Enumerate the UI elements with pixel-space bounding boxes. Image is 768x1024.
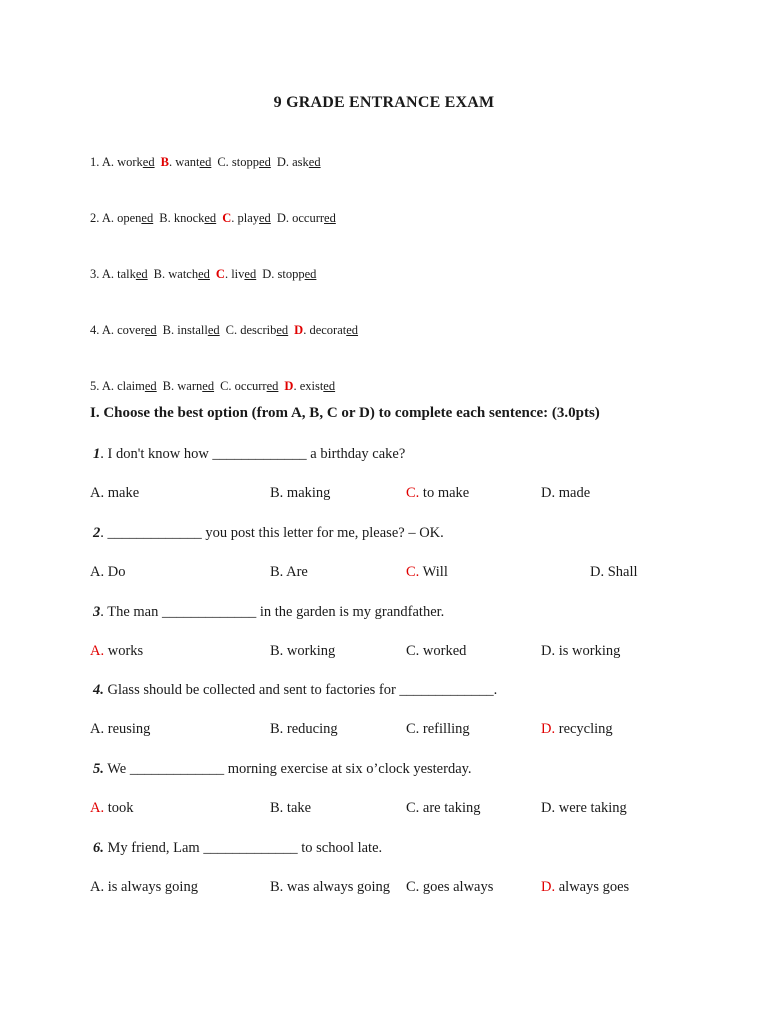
word-ending: ed xyxy=(199,155,212,169)
word-ending: ed xyxy=(259,155,271,169)
option-dot: . xyxy=(233,323,241,337)
option-letter: C xyxy=(222,211,232,225)
answer-letter: C. xyxy=(406,800,420,816)
option xyxy=(102,267,148,281)
option-letter: A xyxy=(101,379,111,393)
answer-text: make xyxy=(104,485,140,501)
answer-text: Will xyxy=(419,564,448,580)
answer-letter: A. xyxy=(90,879,105,895)
answer-text: reducing xyxy=(283,721,338,737)
word-stem: play xyxy=(237,211,259,225)
answer-letter: B. xyxy=(270,643,284,659)
question-number: 6. xyxy=(93,840,104,856)
word-ending: ed xyxy=(324,211,336,225)
option-dot: . xyxy=(110,267,118,281)
option-dot: . xyxy=(162,267,169,281)
option xyxy=(284,379,335,393)
answer-letter: C. xyxy=(406,643,420,659)
answer-text: reusing xyxy=(104,721,151,737)
option-dot: . xyxy=(303,323,310,337)
answer-option xyxy=(406,879,493,896)
answer-letter: C. xyxy=(406,879,420,895)
pronunciation-item xyxy=(90,267,322,282)
question-text: Glass should be collected and sent to factories for _____________. xyxy=(103,682,498,698)
answer-option xyxy=(541,721,613,738)
option-dot: . xyxy=(224,267,232,281)
option xyxy=(277,211,336,225)
answer-letter: C. xyxy=(406,564,420,580)
answer-text: was always going xyxy=(283,879,391,895)
answer-option xyxy=(90,721,150,738)
answer-option xyxy=(270,800,311,817)
option-letter: C xyxy=(215,267,225,281)
pronunciation-item xyxy=(90,379,341,394)
option xyxy=(163,323,220,337)
option xyxy=(216,267,256,281)
section-heading: I. Choose the best option (from A, B, C or D) to complete each sentence: (3.0pts) xyxy=(90,405,600,421)
answer-option xyxy=(406,643,466,660)
word-stem: cover xyxy=(117,323,145,337)
item-number: 4. xyxy=(90,323,102,337)
word-stem: work xyxy=(117,155,143,169)
option-letter: B xyxy=(162,379,172,393)
answer-letter: C. xyxy=(406,721,420,737)
answer-text: worked xyxy=(419,643,467,659)
answer-letter: A. xyxy=(90,800,105,816)
answer-text: made xyxy=(555,485,591,501)
pronunciation-item xyxy=(90,323,364,338)
answer-text: take xyxy=(283,800,312,816)
answer-option xyxy=(270,643,335,660)
option-dot: . xyxy=(285,155,293,169)
answer-letter: B. xyxy=(270,485,284,501)
word-stem: stopp xyxy=(277,267,305,281)
option-dot: . xyxy=(171,379,178,393)
word-ending: ed xyxy=(207,323,220,337)
option-dot: . xyxy=(171,323,178,337)
option-letter: D xyxy=(284,379,294,393)
answer-letter: C. xyxy=(406,485,420,501)
question-stem xyxy=(93,446,405,463)
answer-letter: D. xyxy=(590,564,605,580)
word-ending: ed xyxy=(308,155,321,169)
word-ending: ed xyxy=(204,211,217,225)
option xyxy=(102,155,155,169)
answer-letter: D. xyxy=(541,485,556,501)
answer-letter: B. xyxy=(270,721,284,737)
question-stem xyxy=(93,525,444,542)
answer-letter: B. xyxy=(270,879,284,895)
answer-option xyxy=(90,564,125,581)
pronunciation-item xyxy=(90,211,342,226)
answer-text: to make xyxy=(419,485,470,501)
answer-option xyxy=(270,879,390,896)
option-dot: . xyxy=(293,379,300,393)
question-stem xyxy=(93,682,497,699)
word-ending: ed xyxy=(141,211,154,225)
word-stem: open xyxy=(117,211,142,225)
option-letter: B xyxy=(160,155,169,169)
option-letter: B xyxy=(159,211,168,225)
word-ending: ed xyxy=(135,267,148,281)
word-stem: want xyxy=(175,155,200,169)
item-number: 5. xyxy=(90,379,102,393)
option xyxy=(154,267,210,281)
word-ending: ed xyxy=(198,267,210,281)
answer-text: Are xyxy=(283,564,308,580)
option-dot: . xyxy=(110,323,118,337)
option-dot: . xyxy=(285,211,293,225)
answer-option xyxy=(406,800,481,817)
answer-option xyxy=(406,485,469,502)
word-ending: ed xyxy=(346,323,359,337)
answer-option xyxy=(541,643,620,660)
word-ending: ed xyxy=(144,379,157,393)
option-letter: D xyxy=(276,211,286,225)
option-dot: . xyxy=(167,211,174,225)
option xyxy=(161,155,212,169)
word-stem: watch xyxy=(168,267,199,281)
option-dot: . xyxy=(231,211,238,225)
answer-option xyxy=(90,485,139,502)
question-number: 2 xyxy=(93,525,101,541)
word-stem: occurr xyxy=(292,211,325,225)
word-ending: ed xyxy=(276,323,289,337)
page-title: 9 GRADE ENTRANCE EXAM xyxy=(273,94,495,111)
answer-text: always goes xyxy=(555,879,630,895)
option xyxy=(294,323,358,337)
option-letter: A xyxy=(101,267,111,281)
word-ending: ed xyxy=(266,379,279,393)
option-letter: C xyxy=(220,379,229,393)
question-text: . I don't know how _____________ a birthday cake? xyxy=(100,446,406,462)
word-stem: liv xyxy=(231,267,245,281)
option-dot: . xyxy=(225,155,232,169)
option-letter: B xyxy=(162,323,172,337)
answer-option xyxy=(406,721,470,738)
answer-letter: D. xyxy=(541,879,556,895)
answer-letter: D. xyxy=(541,643,556,659)
answer-letter: A. xyxy=(90,721,105,737)
word-ending: ed xyxy=(259,211,271,225)
option xyxy=(220,379,278,393)
answer-text: took xyxy=(104,800,134,816)
item-number: 1. xyxy=(90,155,102,169)
answer-text: are taking xyxy=(419,800,481,816)
option xyxy=(222,211,271,225)
answer-text: is always going xyxy=(104,879,198,895)
word-ending: ed xyxy=(142,155,155,169)
answer-text: Shall xyxy=(604,564,638,580)
option-dot: . xyxy=(228,379,235,393)
word-ending: ed xyxy=(144,323,157,337)
answer-option xyxy=(270,564,308,581)
word-ending: ed xyxy=(304,267,317,281)
answer-text: working xyxy=(283,643,336,659)
answer-text: is working xyxy=(555,643,621,659)
answer-letter: A. xyxy=(90,564,105,580)
word-stem: decorat xyxy=(309,323,347,337)
word-stem: warn xyxy=(177,379,203,393)
answer-option xyxy=(541,879,629,896)
question-text: We _____________ morning exercise at six o’clock yesterday. xyxy=(103,761,472,777)
answer-letter: B. xyxy=(270,800,284,816)
word-stem: claim xyxy=(117,379,145,393)
word-stem: install xyxy=(177,323,208,337)
answer-text: goes always xyxy=(419,879,494,895)
option xyxy=(217,155,271,169)
option xyxy=(102,211,153,225)
word-stem: occurr xyxy=(234,379,267,393)
question-number: 5. xyxy=(93,761,104,777)
option-letter: C xyxy=(217,155,226,169)
item-number: 3. xyxy=(90,267,102,281)
word-stem: knock xyxy=(173,211,205,225)
item-number: 2. xyxy=(90,211,102,225)
question-text: . The man _____________ in the garden is my grandfather. xyxy=(100,604,445,620)
answer-option xyxy=(90,800,134,817)
answer-text: refilling xyxy=(419,721,470,737)
answer-letter: A. xyxy=(90,485,105,501)
answer-option xyxy=(270,721,338,738)
question-number: 4. xyxy=(93,682,104,698)
answer-text: were taking xyxy=(555,800,627,816)
option-dot: . xyxy=(110,155,118,169)
answer-option xyxy=(590,564,638,581)
option-letter: A xyxy=(101,211,111,225)
option xyxy=(226,323,289,337)
answer-option xyxy=(406,564,448,581)
question-text: . _____________ you post this letter for me, please? – OK. xyxy=(100,525,444,541)
option xyxy=(277,155,321,169)
option xyxy=(163,379,214,393)
option-letter: D xyxy=(262,267,272,281)
answer-text: Do xyxy=(104,564,126,580)
option-letter: D xyxy=(276,155,286,169)
answer-text: recycling xyxy=(555,721,613,737)
option-letter: D xyxy=(294,323,304,337)
word-stem: ask xyxy=(292,155,309,169)
question-stem xyxy=(93,761,472,778)
option xyxy=(159,211,216,225)
option-letter: A xyxy=(101,323,111,337)
answer-letter: D. xyxy=(541,800,556,816)
option xyxy=(262,267,316,281)
answer-letter: D. xyxy=(541,721,556,737)
option-letter: B xyxy=(153,267,162,281)
answer-option xyxy=(541,800,627,817)
option-dot: . xyxy=(168,155,176,169)
option-dot: . xyxy=(110,211,118,225)
word-ending: ed xyxy=(244,267,257,281)
question-text: My friend, Lam _____________ to school late. xyxy=(103,840,383,856)
answer-option xyxy=(90,879,198,896)
question-stem xyxy=(93,604,444,621)
question-number: 1 xyxy=(93,446,101,462)
option-letter: C xyxy=(225,323,234,337)
option xyxy=(102,323,157,337)
option xyxy=(102,379,157,393)
option-dot: . xyxy=(110,379,118,393)
word-ending: ed xyxy=(202,379,215,393)
answer-text: making xyxy=(283,485,331,501)
word-stem: describ xyxy=(240,323,277,337)
word-stem: exist xyxy=(299,379,324,393)
word-ending: ed xyxy=(323,379,336,393)
answer-option xyxy=(90,643,143,660)
question-number: 3 xyxy=(93,604,101,620)
answer-letter: A. xyxy=(90,643,105,659)
pronunciation-item xyxy=(90,155,327,170)
answer-option xyxy=(270,485,330,502)
word-stem: stopp xyxy=(231,155,260,169)
option-dot: . xyxy=(271,267,278,281)
question-stem xyxy=(93,840,382,857)
word-stem: talk xyxy=(117,267,136,281)
option-letter: A xyxy=(101,155,111,169)
answer-text: works xyxy=(104,643,144,659)
answer-option xyxy=(541,485,590,502)
answer-letter: B. xyxy=(270,564,284,580)
